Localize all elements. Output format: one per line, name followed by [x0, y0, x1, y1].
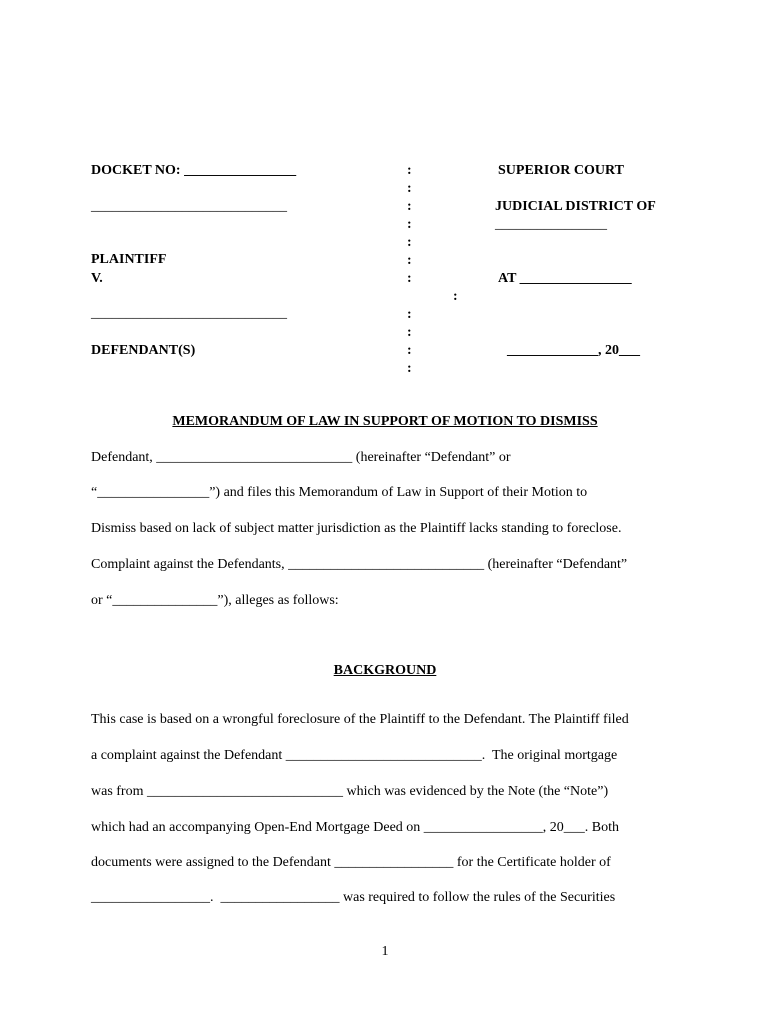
colon-mark: : [407, 235, 412, 250]
colon-mark: : [407, 199, 412, 214]
defendants-label: DEFENDANT(S) [91, 343, 196, 358]
intro-line: Complaint against the Defendants, ____________________________ (hereinafter “Defendant” [91, 557, 628, 572]
colon-mark: : [453, 289, 458, 304]
court-location: AT ________________ [498, 271, 632, 286]
colon-mark: : [407, 163, 412, 178]
intro-line: “________________”) and files this Memorandum of Law in Support of their Motion to [91, 485, 588, 500]
intro-line: Defendant, ____________________________ (hereinafter “Defendant” or [91, 450, 511, 465]
background-line: which had an accompanying Open-End Mortgage Deed on _________________, 20___. Both [91, 820, 620, 835]
page-number: 1 [381, 944, 389, 959]
caption-blank-line: ____________________________ [91, 199, 287, 214]
colon-mark: : [407, 325, 412, 340]
colon-mark: : [407, 181, 412, 196]
background-line: This case is based on a wrongful foreclosure of the Plaintiff to the Defendant. The Plaintiff filed [91, 712, 629, 727]
colon-mark: : [407, 253, 412, 268]
memo-title: MEMORANDUM OF LAW IN SUPPORT OF MOTION TO DISMISS [172, 414, 598, 429]
background-line: was from ____________________________ which was evidenced by the Note (the “Note”) [91, 784, 609, 799]
docket-number: DOCKET NO: ________________ [91, 163, 297, 178]
court-name: SUPERIOR COURT [498, 163, 624, 178]
background-line: a complaint against the Defendant ____________________________. The original mortgage [91, 748, 618, 763]
plaintiff-label: PLAINTIFF [91, 252, 167, 267]
intro-line: Dismiss based on lack of subject matter jurisdiction as the Plaintiff lacks standing to foreclose. [91, 521, 622, 536]
background-line: documents were assigned to the Defendant _________________ for the Certificate holder of [91, 855, 611, 870]
district-blank: ________________ [495, 217, 607, 232]
judicial-district: JUDICIAL DISTRICT OF [495, 199, 656, 214]
colon-mark: : [407, 343, 412, 358]
versus-label: V. [91, 271, 103, 286]
colon-mark: : [407, 271, 412, 286]
caption-blank-line: ____________________________ [91, 306, 287, 321]
colon-mark: : [407, 217, 412, 232]
background-line: _________________. _________________ was required to follow the rules of the Securities [91, 890, 616, 905]
colon-mark: : [407, 307, 412, 322]
background-heading: BACKGROUND [333, 663, 437, 678]
intro-line: or “_______________”), alleges as follows: [91, 593, 339, 608]
filing-date: _____________, 20___ [507, 343, 640, 358]
colon-mark: : [407, 361, 412, 376]
